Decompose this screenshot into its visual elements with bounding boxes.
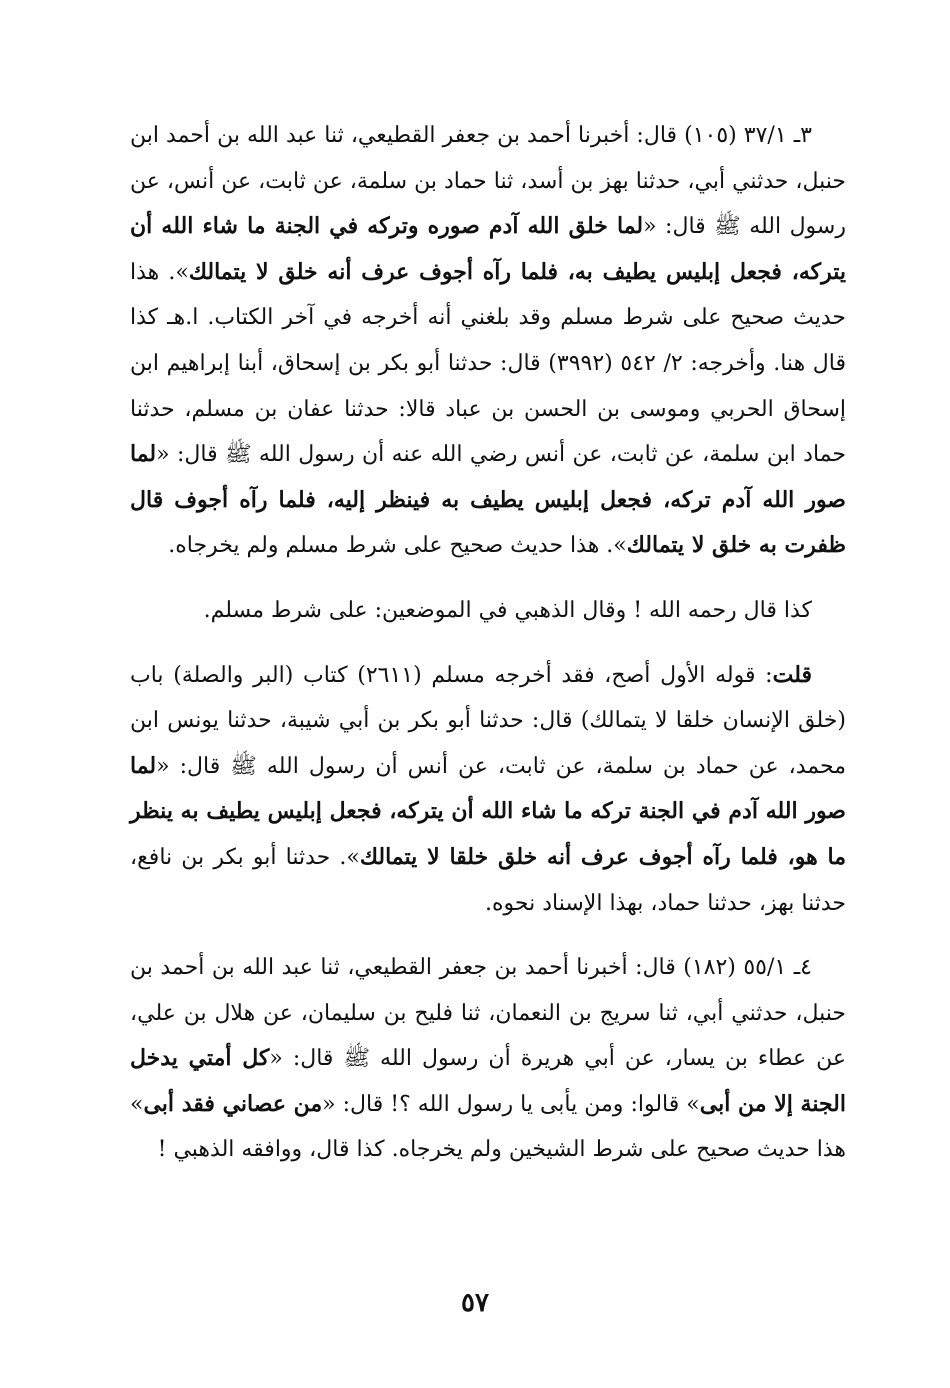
text-run: » هذا حديث صحيح على شرط الشيخين ولم يخرجاه. كذا قال، ووافقه الذهبي ! bbox=[130, 1091, 846, 1163]
paragraph-hadith-3 bbox=[130, 113, 846, 569]
text-run: ٣ـ ٣٧/١ (١٠٥) قال: أخبرنا أحمد بن جعفر القطيعي، ثنا عبد الله بن أحمد ابن حنبل، حدثني أبي، حدثنا بهز بن أسد، ثنا حماد بن سلمة، عن ثابت، عن أنس، عن رسول الله ﷺ قال: « bbox=[130, 123, 846, 240]
text-run: ». هذا حديث صحيح على شرط مسلم وقد بلغني أنه أخرجه في آخر الكتاب. ا.هـ كذا قال هنا. وأخرجه: ٢/ ٥٤٢ (٣٩٩٢) قال: حدثنا أبو بكر بن إسحاق، أبنا إبراهيم ابن إسحاق الحربي وموسى بن الحسن بن عباد قالا: حدثنا عفان بن مسلم، حدثنا حماد ابن سلمة، عن ثابت، عن أنس رضي الله عنه أن رسول الله ﷺ قال: « bbox=[130, 259, 847, 468]
commentary-label: قلت bbox=[772, 661, 812, 688]
paragraph-note bbox=[130, 588, 846, 634]
text-run: ٤ـ ٥٥/١ (١٨٢) قال: أخبرنا أحمد بن جعفر القطيعي، ثنا عبد الله بن أحمد بن حنبل، حدثني أبي، ثنا سريج بن النعمان، ثنا فليح بن سليمان، عن هلال بن علي، عن عطاء بن يسار، عن أبي هريرة أن رسول الله ﷺ قال: « bbox=[130, 955, 846, 1072]
hadith-text: من عصاني فقد أبى bbox=[143, 1090, 323, 1117]
text-run: : قوله الأول أصح، فقد أخرجه مسلم (٢٦١١) كتاب (البر والصلة) باب (خلق الإنسان خلقا لا يتمالك) قال: حدثنا أبو بكر بن أبي شيبة، حدثنا يونس ابن محمد، عن حماد بن سلمة، عن ثابت، عن أنس أن رسول الله ﷺ قال: « bbox=[130, 662, 846, 779]
paragraph-hadith-4 bbox=[130, 945, 846, 1173]
paragraph-commentary bbox=[130, 653, 846, 927]
page-body bbox=[130, 113, 846, 1173]
hadith-text: لما خلق الله آدم صوره وتركه في الجنة ما شاء الله أن يتركه، فجعل إبليس يطيف به، فلما رآه أجوف عرف أنه خلق لا يتمالك bbox=[130, 213, 846, 285]
hadith-text: لما صور الله آدم في الجنة تركه ما شاء الله أن يتركه، فجعل إبليس يطيف به ينظر ما هو، فلما رآه أجوف عرف أنه خلق خلقا لا يتمالك bbox=[130, 752, 846, 870]
hadith-text: لما صور الله آدم تركه، فجعل إبليس يطيف به فينظر إليه، فلما رآه أجوف قال ظفرت به خلق لا يتمالك bbox=[130, 441, 846, 559]
text-run: » قالوا: ومن يأبى يا رسول الله ؟! قال: « bbox=[322, 1091, 700, 1117]
text-run: كذا قال رحمه الله ! وقال الذهبي في الموضعين: على شرط مسلم. bbox=[203, 597, 812, 623]
hadith-text: كل أمتي يدخل الجنة إلا من أبى bbox=[130, 1045, 846, 1117]
page-number: ٥٧ bbox=[461, 1288, 489, 1318]
text-run: ». حدثنا أبو بكر بن نافع، حدثنا بهز، حدثنا حماد، بهذا الإسناد نحوه. bbox=[130, 844, 846, 916]
text-run: ». هذا حديث صحيح على شرط مسلم ولم يخرجاه. bbox=[168, 533, 627, 559]
